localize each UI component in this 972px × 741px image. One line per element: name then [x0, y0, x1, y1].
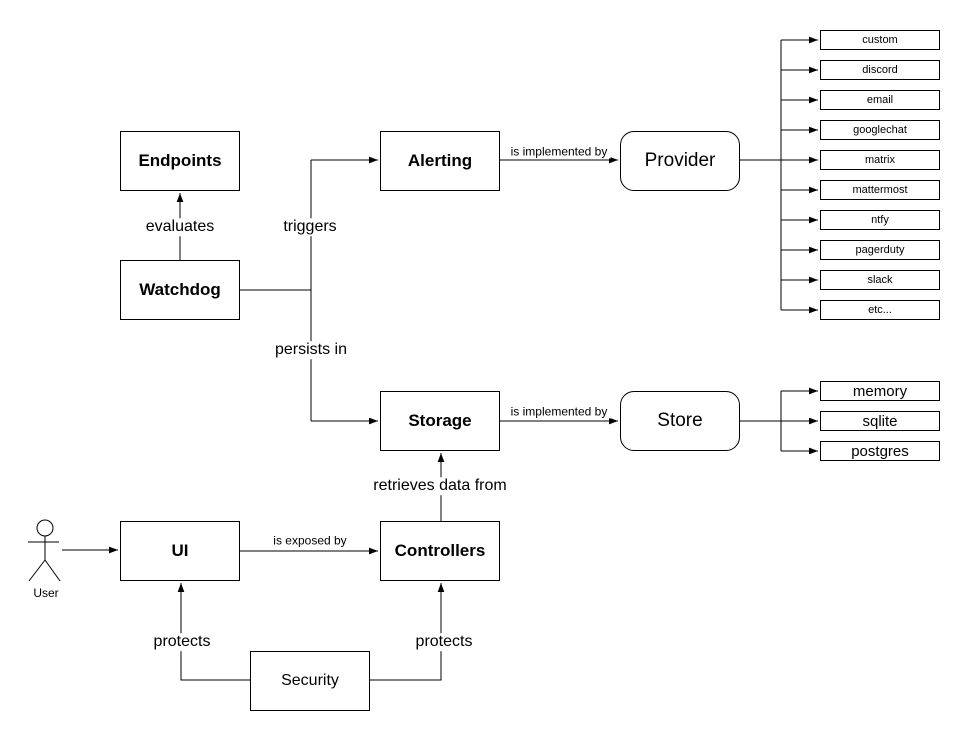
leaf-provider-matrix [820, 150, 940, 170]
leaf-label: pagerduty [855, 244, 905, 256]
leaf-label: slack [867, 274, 893, 286]
leaf-label: etc... [868, 304, 892, 316]
leaf-label: memory [852, 382, 908, 400]
node-endpoints [120, 131, 240, 191]
leaf-label: mattermost [852, 184, 908, 196]
leaf-label: discord [862, 64, 898, 76]
edge-security-controllers [370, 583, 441, 680]
edge-label-is-exposed-by: is exposed by [270, 534, 349, 547]
leaf-provider-email [820, 90, 940, 110]
edge-label-protects-ui: protects [151, 633, 214, 651]
leaf-label: postgres [851, 442, 909, 460]
edge-label-storage-implemented-by: is implemented by [508, 405, 611, 418]
user-actor-label: User [33, 586, 59, 600]
leaf-provider-custom [820, 30, 940, 50]
edge-label-triggers: triggers [280, 218, 339, 236]
node-storage [380, 391, 500, 451]
node-watchdog-label: Watchdog [139, 280, 221, 299]
leaf-label: ntfy [871, 214, 889, 226]
node-alerting-label: Alerting [407, 151, 473, 170]
leaf-provider-googlechat [820, 120, 940, 140]
node-watchdog [120, 260, 240, 320]
node-store-label: Store [657, 410, 703, 431]
leaf-provider-slack [820, 270, 940, 290]
edge-security-ui [181, 583, 250, 680]
node-endpoints-label: Endpoints [138, 151, 222, 170]
leaf-store-postgres [820, 441, 940, 461]
leaf-provider-discord [820, 60, 940, 80]
leaf-provider-etc [820, 300, 940, 320]
edge-label-evaluates: evaluates [143, 218, 218, 236]
node-provider [620, 131, 740, 191]
node-store [620, 391, 740, 451]
leaf-provider-pagerduty [820, 240, 940, 260]
user-actor-icon [28, 520, 60, 581]
leaf-provider-ntfy [820, 210, 940, 230]
leaf-label: googlechat [853, 124, 907, 136]
node-alerting [380, 131, 500, 191]
edge-label-protects-controllers: protects [413, 633, 476, 651]
node-provider-label: Provider [644, 150, 716, 171]
node-ui-label: UI [171, 541, 189, 560]
node-controllers-label: Controllers [394, 541, 486, 560]
node-controllers [380, 521, 500, 581]
edge-label-retrieves-data-from: retrieves data from [370, 477, 509, 495]
edge-label-persists-in: persists in [272, 341, 350, 359]
leaf-label: sqlite [862, 412, 898, 430]
node-security-label: Security [281, 672, 339, 689]
leaf-label: email [866, 94, 894, 106]
leaf-store-memory [820, 381, 940, 401]
edge-label-alerting-implemented-by: is implemented by [508, 145, 611, 158]
node-storage-label: Storage [408, 411, 472, 430]
node-security [250, 651, 370, 711]
leaf-store-sqlite [820, 411, 940, 431]
leaf-label: matrix [865, 154, 895, 166]
leaf-provider-mattermost [820, 180, 940, 200]
node-ui [120, 521, 240, 581]
leaf-label: custom [862, 34, 898, 46]
